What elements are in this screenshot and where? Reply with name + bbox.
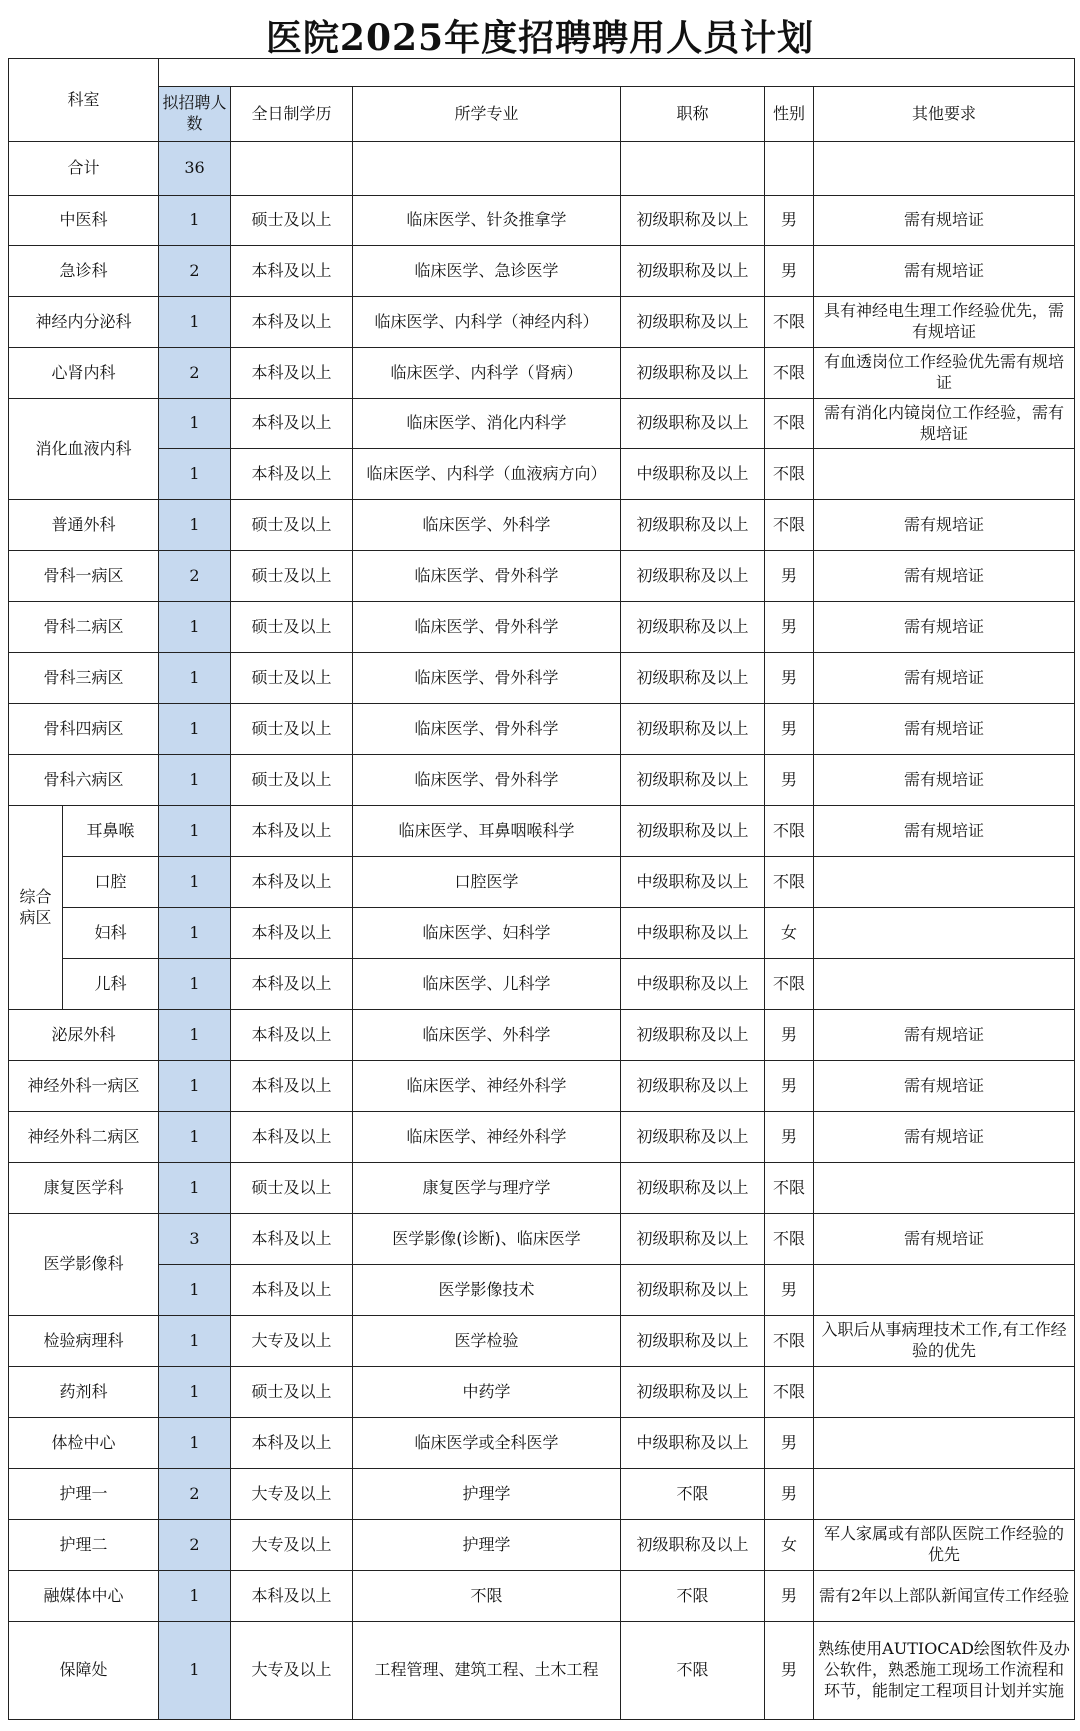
gender-cell: 男	[765, 1571, 814, 1622]
title-cell: 初级职称及以上	[621, 806, 765, 857]
other-requirements-cell: 入职后从事病理技术工作,有工作经验的优先	[814, 1316, 1075, 1367]
title-cell: 初级职称及以上	[621, 1061, 765, 1112]
count-cell: 1	[159, 449, 231, 500]
education-cell: 硕士及以上	[231, 602, 353, 653]
gender-cell: 不限	[765, 500, 814, 551]
count-cell: 3	[159, 1214, 231, 1265]
count-cell: 1	[159, 1571, 231, 1622]
major-cell: 口腔医学	[353, 857, 621, 908]
major-cell: 临床医学或全科医学	[353, 1418, 621, 1469]
other-requirements-cell: 需有规培证	[814, 755, 1075, 806]
count-cell: 1	[159, 1316, 231, 1367]
department-cell: 体检中心	[9, 1418, 159, 1469]
gender-cell: 不限	[765, 1163, 814, 1214]
gender-cell: 男	[765, 196, 814, 246]
count-cell: 1	[159, 399, 231, 449]
count-cell: 1	[159, 653, 231, 704]
title-cell: 初级职称及以上	[621, 1265, 765, 1316]
title-cell: 初级职称及以上	[621, 500, 765, 551]
major-cell: 临床医学、神经外科学	[353, 1061, 621, 1112]
department-cell: 泌尿外科	[9, 1010, 159, 1061]
title-cell: 初级职称及以上	[621, 1316, 765, 1367]
major-cell: 临床医学、骨外科学	[353, 704, 621, 755]
table-row	[9, 806, 1075, 857]
education-cell: 本科及以上	[231, 959, 353, 1010]
major-cell: 临床医学、内科学（血液病方向）	[353, 449, 621, 500]
education-cell: 硕士及以上	[231, 196, 353, 246]
other-requirements-cell	[814, 1367, 1075, 1418]
title-cell: 初级职称及以上	[621, 1520, 765, 1571]
gender-cell: 不限	[765, 348, 814, 399]
title-cell: 中级职称及以上	[621, 449, 765, 500]
table-row	[9, 857, 1075, 908]
department-cell: 儿科	[63, 959, 159, 1010]
education-cell: 大专及以上	[231, 1520, 353, 1571]
other-requirements-cell: 有血透岗位工作经验优先需有规培证	[814, 348, 1075, 399]
department-cell: 口腔	[63, 857, 159, 908]
education-cell: 硕士及以上	[231, 1367, 353, 1418]
count-cell: 1	[159, 755, 231, 806]
department-cell: 护理一	[9, 1469, 159, 1520]
gender-cell: 男	[765, 755, 814, 806]
education-cell: 硕士及以上	[231, 653, 353, 704]
gender-cell: 不限	[765, 1214, 814, 1265]
education-cell: 本科及以上	[231, 1265, 353, 1316]
table-row	[9, 908, 1075, 959]
gender-cell: 男	[765, 1418, 814, 1469]
other-requirements-cell: 需有规培证	[814, 1010, 1075, 1061]
other-requirements-cell: 需有规培证	[814, 806, 1075, 857]
other-requirements-cell: 需有规培证	[814, 602, 1075, 653]
other-requirements-cell: 需有规培证	[814, 1112, 1075, 1163]
gender-cell: 男	[765, 1112, 814, 1163]
title-cell: 中级职称及以上	[621, 908, 765, 959]
table-row	[9, 653, 1075, 704]
education-cell: 本科及以上	[231, 1061, 353, 1112]
education-cell: 大专及以上	[231, 1316, 353, 1367]
count-cell: 1	[159, 1265, 231, 1316]
table-row	[9, 1265, 1075, 1316]
department-cell: 骨科三病区	[9, 653, 159, 704]
count-cell: 1	[159, 1418, 231, 1469]
table-row	[9, 348, 1075, 399]
title-cell: 不限	[621, 1622, 765, 1720]
education-cell: 本科及以上	[231, 908, 353, 959]
other-requirements-cell: 需有规培证	[814, 653, 1075, 704]
title-cell: 初级职称及以上	[621, 704, 765, 755]
table-row	[9, 1418, 1075, 1469]
title-cell: 初级职称及以上	[621, 1214, 765, 1265]
table-row	[9, 704, 1075, 755]
education-cell: 本科及以上	[231, 1214, 353, 1265]
other-requirements-cell: 熟练使用AUTIOCAD绘图软件及办公软件，熟悉施工现场工作流程和环节，能制定工程项目计划并实施	[814, 1622, 1075, 1720]
gender-cell: 男	[765, 1622, 814, 1720]
table-row	[9, 246, 1075, 297]
other-requirements-cell: 需有规培证	[814, 246, 1075, 297]
major-cell: 临床医学、内科学（肾病）	[353, 348, 621, 399]
gender-cell: 男	[765, 1010, 814, 1061]
major-cell: 临床医学、消化内科学	[353, 399, 621, 449]
department-cell: 神经外科一病区	[9, 1061, 159, 1112]
other-requirements-cell: 需有规培证	[814, 1214, 1075, 1265]
gender-cell: 女	[765, 908, 814, 959]
department-cell: 保障处	[9, 1622, 159, 1720]
table-row	[9, 1316, 1075, 1367]
other-requirements-cell	[814, 908, 1075, 959]
education-cell: 大专及以上	[231, 1469, 353, 1520]
education-cell: 本科及以上	[231, 297, 353, 348]
table-row	[9, 1061, 1075, 1112]
education-cell: 本科及以上	[231, 348, 353, 399]
count-cell: 1	[159, 1367, 231, 1418]
major-cell: 中药学	[353, 1367, 621, 1418]
other-requirements-cell: 军人家属或有部队医院工作经验的优先	[814, 1520, 1075, 1571]
title-cell: 初级职称及以上	[621, 1112, 765, 1163]
total-empty-cell	[765, 142, 814, 196]
title-cell: 不限	[621, 1469, 765, 1520]
gender-cell: 不限	[765, 857, 814, 908]
major-cell: 临床医学、神经外科学	[353, 1112, 621, 1163]
header-count: 拟招聘人数	[159, 87, 231, 142]
major-cell: 临床医学、急诊医学	[353, 246, 621, 297]
education-cell: 本科及以上	[231, 857, 353, 908]
total-label: 合计	[9, 142, 159, 196]
other-requirements-cell: 具有神经电生理工作经验优先，需有规培证	[814, 297, 1075, 348]
major-cell: 临床医学、骨外科学	[353, 755, 621, 806]
major-cell: 临床医学、针灸推拿学	[353, 196, 621, 246]
gender-cell: 男	[765, 551, 814, 602]
department-cell: 神经外科二病区	[9, 1112, 159, 1163]
header-gender: 性别	[765, 87, 814, 142]
major-cell: 医学影像(诊断)、临床医学	[353, 1214, 621, 1265]
education-cell: 硕士及以上	[231, 1163, 353, 1214]
education-cell: 本科及以上	[231, 449, 353, 500]
department-cell: 耳鼻喉	[63, 806, 159, 857]
major-cell: 康复医学与理疗学	[353, 1163, 621, 1214]
gender-cell: 不限	[765, 297, 814, 348]
education-cell: 硕士及以上	[231, 704, 353, 755]
other-requirements-cell: 需有2年以上部队新闻宣传工作经验	[814, 1571, 1075, 1622]
other-requirements-cell: 需有规培证	[814, 551, 1075, 602]
department-cell: 骨科四病区	[9, 704, 159, 755]
other-requirements-cell	[814, 1418, 1075, 1469]
count-cell: 1	[159, 704, 231, 755]
major-cell: 医学检验	[353, 1316, 621, 1367]
other-requirements-cell: 需有规培证	[814, 196, 1075, 246]
total-empty-cell	[814, 142, 1075, 196]
department-cell: 中医科	[9, 196, 159, 246]
other-requirements-cell	[814, 1265, 1075, 1316]
title-cell: 中级职称及以上	[621, 857, 765, 908]
total-empty-cell	[353, 142, 621, 196]
title-cell: 初级职称及以上	[621, 755, 765, 806]
other-requirements-cell: 需有规培证	[814, 500, 1075, 551]
count-cell: 1	[159, 602, 231, 653]
other-requirements-cell	[814, 959, 1075, 1010]
department-cell: 骨科一病区	[9, 551, 159, 602]
table-row	[9, 449, 1075, 500]
count-cell: 1	[159, 297, 231, 348]
department-cell: 普通外科	[9, 500, 159, 551]
other-requirements-cell: 需有规培证	[814, 704, 1075, 755]
other-requirements-cell	[814, 1163, 1075, 1214]
education-cell: 本科及以上	[231, 246, 353, 297]
gender-cell: 不限	[765, 806, 814, 857]
gender-cell: 不限	[765, 399, 814, 449]
education-cell: 硕士及以上	[231, 755, 353, 806]
table-row	[9, 959, 1075, 1010]
education-cell: 本科及以上	[231, 1418, 353, 1469]
header-department: 科室	[9, 59, 159, 142]
title-cell: 初级职称及以上	[621, 551, 765, 602]
department-cell: 医学影像科	[9, 1214, 159, 1316]
gender-cell: 不限	[765, 449, 814, 500]
gender-cell: 不限	[765, 1316, 814, 1367]
title-cell: 初级职称及以上	[621, 602, 765, 653]
count-cell: 1	[159, 908, 231, 959]
major-cell: 医学影像技术	[353, 1265, 621, 1316]
major-cell: 工程管理、建筑工程、土木工程	[353, 1622, 621, 1720]
gender-cell: 女	[765, 1520, 814, 1571]
department-cell: 心肾内科	[9, 348, 159, 399]
count-cell: 1	[159, 1163, 231, 1214]
department-cell: 骨科六病区	[9, 755, 159, 806]
table-row	[9, 1520, 1075, 1571]
education-cell: 硕士及以上	[231, 500, 353, 551]
header-other: 其他要求	[814, 87, 1075, 142]
recruitment-table	[8, 58, 1075, 1720]
count-cell: 2	[159, 246, 231, 297]
gender-cell: 男	[765, 1469, 814, 1520]
gender-cell: 男	[765, 653, 814, 704]
gender-cell: 男	[765, 1061, 814, 1112]
table-row	[9, 1622, 1075, 1720]
major-cell: 护理学	[353, 1469, 621, 1520]
table-row	[9, 297, 1075, 348]
major-cell: 临床医学、骨外科学	[353, 551, 621, 602]
table-row	[9, 1010, 1075, 1061]
count-cell: 1	[159, 500, 231, 551]
header-major: 所学专业	[353, 87, 621, 142]
title-cell: 初级职称及以上	[621, 399, 765, 449]
major-cell: 临床医学、外科学	[353, 500, 621, 551]
major-cell: 临床医学、骨外科学	[353, 653, 621, 704]
title-cell: 初级职称及以上	[621, 246, 765, 297]
count-cell: 1	[159, 1061, 231, 1112]
title-cell: 中级职称及以上	[621, 959, 765, 1010]
major-cell: 不限	[353, 1571, 621, 1622]
total-empty-cell	[231, 142, 353, 196]
count-cell: 1	[159, 196, 231, 246]
department-cell: 骨科二病区	[9, 602, 159, 653]
table-row	[9, 399, 1075, 449]
department-cell: 妇科	[63, 908, 159, 959]
title-cell: 初级职称及以上	[621, 297, 765, 348]
major-cell: 临床医学、耳鼻咽喉科学	[353, 806, 621, 857]
table-row	[9, 602, 1075, 653]
count-cell: 1	[159, 1112, 231, 1163]
department-cell: 急诊科	[9, 246, 159, 297]
department-cell: 神经内分泌科	[9, 297, 159, 348]
title-cell: 初级职称及以上	[621, 196, 765, 246]
gender-cell: 男	[765, 602, 814, 653]
count-cell: 2	[159, 348, 231, 399]
education-cell: 大专及以上	[231, 1622, 353, 1720]
major-cell: 临床医学、外科学	[353, 1010, 621, 1061]
page-title: 医院2025年度招聘聘用人员计划	[265, 17, 815, 59]
title-cell: 不限	[621, 1571, 765, 1622]
gender-cell: 男	[765, 704, 814, 755]
gender-cell: 不限	[765, 959, 814, 1010]
table-row	[9, 196, 1075, 246]
table-row	[9, 1163, 1075, 1214]
table-row	[9, 1571, 1075, 1622]
major-cell: 护理学	[353, 1520, 621, 1571]
title-cell: 初级职称及以上	[621, 1163, 765, 1214]
count-cell: 1	[159, 959, 231, 1010]
major-cell: 临床医学、妇科学	[353, 908, 621, 959]
title-cell: 初级职称及以上	[621, 653, 765, 704]
other-requirements-cell: 需有规培证	[814, 1061, 1075, 1112]
count-cell: 2	[159, 1520, 231, 1571]
department-cell: 护理二	[9, 1520, 159, 1571]
count-cell: 1	[159, 1622, 231, 1720]
education-cell: 本科及以上	[231, 1571, 353, 1622]
header-title: 职称	[621, 87, 765, 142]
title-cell: 初级职称及以上	[621, 1367, 765, 1418]
education-cell: 硕士及以上	[231, 551, 353, 602]
department-cell: 药剂科	[9, 1367, 159, 1418]
other-requirements-cell	[814, 1469, 1075, 1520]
group-label: 综合病区	[9, 806, 63, 1010]
education-cell: 本科及以上	[231, 1112, 353, 1163]
count-cell: 2	[159, 551, 231, 602]
department-cell: 康复医学科	[9, 1163, 159, 1214]
count-cell: 1	[159, 1010, 231, 1061]
department-cell: 融媒体中心	[9, 1571, 159, 1622]
count-cell: 2	[159, 1469, 231, 1520]
table-row	[9, 1214, 1075, 1265]
table-row	[9, 755, 1075, 806]
other-requirements-cell	[814, 857, 1075, 908]
title-cell: 初级职称及以上	[621, 1010, 765, 1061]
major-cell: 临床医学、骨外科学	[353, 602, 621, 653]
gender-cell: 男	[765, 1265, 814, 1316]
major-cell: 临床医学、儿科学	[353, 959, 621, 1010]
table-row	[9, 1112, 1075, 1163]
education-cell: 本科及以上	[231, 399, 353, 449]
education-cell: 本科及以上	[231, 806, 353, 857]
department-cell: 消化血液内科	[9, 399, 159, 500]
title-cell: 初级职称及以上	[621, 348, 765, 399]
header-top-band	[159, 59, 1075, 87]
table-row	[9, 1469, 1075, 1520]
total-empty-cell	[621, 142, 765, 196]
header-education: 全日制学历	[231, 87, 353, 142]
title-cell: 中级职称及以上	[621, 1418, 765, 1469]
other-requirements-cell	[814, 449, 1075, 500]
other-requirements-cell: 需有消化内镜岗位工作经验，需有规培证	[814, 399, 1075, 449]
education-cell: 本科及以上	[231, 1010, 353, 1061]
major-cell: 临床医学、内科学（神经内科）	[353, 297, 621, 348]
department-cell: 检验病理科	[9, 1316, 159, 1367]
table-row	[9, 500, 1075, 551]
table-row	[9, 551, 1075, 602]
gender-cell: 男	[765, 246, 814, 297]
count-cell: 1	[159, 857, 231, 908]
table-row	[9, 1367, 1075, 1418]
gender-cell: 不限	[765, 1367, 814, 1418]
total-count: 36	[159, 142, 231, 196]
count-cell: 1	[159, 806, 231, 857]
